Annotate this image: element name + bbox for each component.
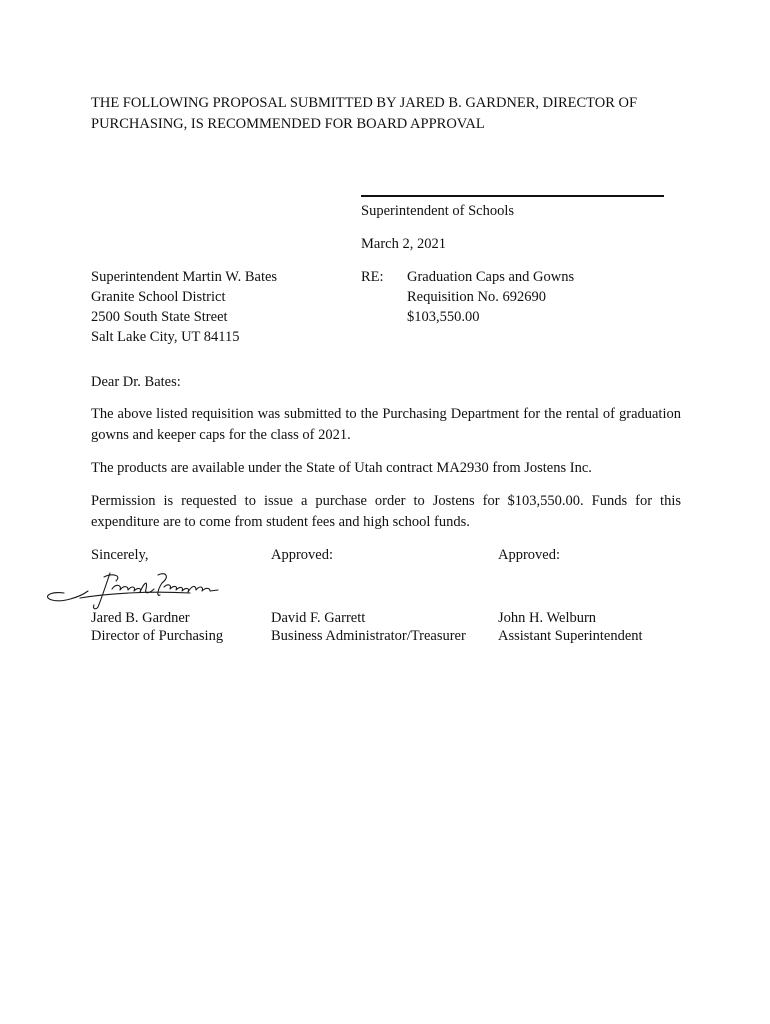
closing-approved-1: Approved:: [271, 547, 334, 563]
superintendent-signature-label: Superintendent of Schools: [361, 203, 515, 219]
letter-date: March 2, 2021: [361, 236, 446, 252]
handwritten-signature: [40, 563, 250, 613]
salutation: Dear Dr. Bates:: [91, 374, 181, 390]
re-subject: Graduation Caps and Gowns: [407, 269, 575, 285]
recipient-line-4: Salt Lake City, UT 84115: [91, 329, 240, 345]
signatory-1-name: Jared B. Gardner: [91, 610, 190, 626]
signatory-1: [91, 609, 223, 645]
heading-line-2: PURCHASING, IS RECOMMENDED FOR BOARD APPROVAL: [91, 116, 485, 132]
signatory-3-title: Assistant Superintendent: [498, 628, 643, 644]
closing-approved-2: Approved:: [498, 547, 561, 563]
body-paragraph-2: The products are available under the State of Utah contract MA2930 from Jostens Inc.: [91, 460, 592, 476]
re-label: RE:: [361, 269, 384, 285]
body-paragraph-3: Permission is requested to issue a purchase order to Jostens for $103,550.00. Funds for this expenditure are to come from student fees and high school funds.: [91, 493, 681, 530]
recipient-address: [91, 267, 277, 347]
body-paragraph-1: The above listed requisition was submitted to the Purchasing Department for the rental of graduation gowns and keeper caps for the class of 2021.: [91, 406, 681, 443]
re-block: [407, 267, 574, 327]
heading-line-1: THE FOLLOWING PROPOSAL SUBMITTED BY JARED B. GARDNER, DIRECTOR OF: [91, 95, 638, 111]
signatory-3: [498, 609, 643, 645]
signatory-2: [271, 609, 466, 645]
signatory-2-name: David F. Garrett: [271, 610, 366, 626]
signatory-1-title: Director of Purchasing: [91, 628, 224, 644]
proposal-heading: [91, 93, 691, 135]
recipient-line-2: Granite School District: [91, 289, 226, 305]
re-requisition: Requisition No. 692690: [407, 289, 546, 305]
superintendent-signature-line: [361, 195, 664, 197]
re-amount: $103,550.00: [407, 309, 480, 325]
recipient-line-3: 2500 South State Street: [91, 309, 228, 325]
signatory-2-title: Business Administrator/Treasurer: [271, 628, 466, 644]
recipient-line-1: Superintendent Martin W. Bates: [91, 269, 278, 285]
closing-sincerely: Sincerely,: [91, 547, 149, 563]
signatory-3-name: John H. Welburn: [498, 610, 597, 626]
